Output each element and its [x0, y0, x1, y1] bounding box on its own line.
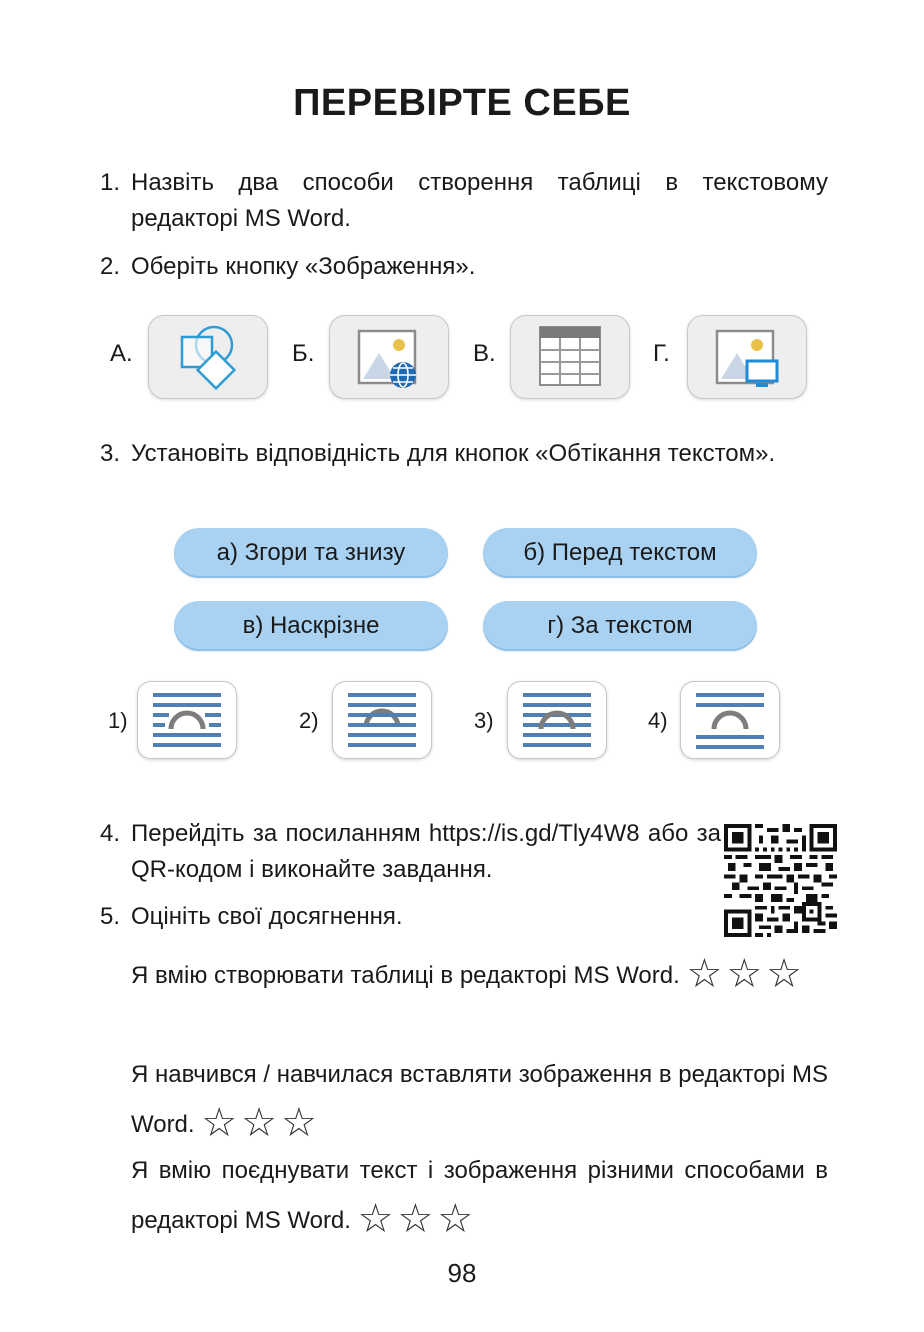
option-letter-b: Б. — [292, 340, 315, 367]
self-assessment-text: Я навчився / навчилася вставляти зображення в редакторі MS Word. — [131, 1061, 828, 1138]
wrap-option-d[interactable]: г) За текстом — [483, 601, 757, 651]
question-number: 5. — [100, 903, 121, 930]
question-1 — [0, 165, 924, 237]
question-2 — [0, 249, 924, 285]
shapes-icon — [168, 317, 248, 397]
option-letter-a: А. — [110, 340, 133, 367]
wrap-top-bottom-button[interactable] — [680, 681, 780, 759]
self-assessment-item-1 — [131, 950, 828, 1000]
wrap-icon-number-1: 1) — [108, 708, 128, 733]
self-assessment-item-3 — [131, 1147, 828, 1245]
wrap-in-front-icon — [517, 689, 597, 751]
self-assessment-item-2 — [131, 1051, 828, 1149]
option-b-online-pictures-button[interactable] — [329, 315, 449, 399]
star-rating-icon[interactable]: ☆☆☆ — [357, 1197, 478, 1241]
wrap-icon-number-3: 3) — [474, 708, 494, 733]
table-icon — [530, 317, 610, 397]
option-letter-d: Г. — [653, 340, 670, 367]
wrap-through-button[interactable] — [137, 681, 237, 759]
question-number: 3. — [100, 440, 121, 467]
question-text: Назвіть два способи створення таблиці в текстовому редакторі MS Word. — [131, 169, 828, 232]
star-rating-icon[interactable]: ☆☆☆ — [201, 1101, 321, 1145]
pictures-icon — [707, 317, 787, 397]
page-number: 98 — [447, 1258, 477, 1288]
option-letter-c: В. — [473, 340, 496, 367]
question-number: 4. — [100, 820, 121, 847]
wrap-option-c[interactable]: в) Наскрізне — [174, 601, 448, 651]
self-assessment-text: Я вмію створювати таблиці в редакторі MS Word. — [131, 962, 680, 989]
wrap-top-bottom-icon — [690, 689, 770, 751]
question-text: Перейдіть за посиланням https://is.gd/Tly4W8 або за QR-кодом і виконайте завдання. — [131, 820, 721, 883]
question-5 — [0, 899, 924, 935]
wrap-option-b[interactable]: б) Перед текстом — [483, 528, 757, 578]
star-rating-icon[interactable]: ☆☆☆ — [686, 952, 807, 996]
question-text: Оцініть свої досягнення. — [131, 903, 403, 930]
question-text: Оберіть кнопку «Зображення». — [131, 253, 476, 280]
online-pictures-icon — [349, 317, 429, 397]
wrap-through-icon — [147, 689, 227, 751]
question-number: 2. — [100, 253, 121, 280]
wrap-in-front-button[interactable] — [507, 681, 607, 759]
wrap-behind-text-icon — [342, 689, 422, 751]
question-text: Установіть відповідність для кнопок «Обтікання текстом». — [131, 440, 776, 467]
question-3 — [0, 436, 924, 508]
page-title: ПЕРЕВІРТЕ СЕБЕ — [293, 82, 631, 124]
self-assessment-text: Я вмію поєднувати текст і зображення різними способами в редакторі MS Word. — [131, 1157, 828, 1234]
question-number: 1. — [100, 169, 121, 196]
wrap-behind-button[interactable] — [332, 681, 432, 759]
wrap-icon-number-2: 2) — [299, 708, 319, 733]
option-c-table-button[interactable] — [510, 315, 630, 399]
wrap-option-a[interactable]: а) Згори та знизу — [174, 528, 448, 578]
option-d-pictures-button[interactable] — [687, 315, 807, 399]
option-a-shapes-button[interactable] — [148, 315, 268, 399]
wrap-icon-number-4: 4) — [648, 708, 668, 733]
